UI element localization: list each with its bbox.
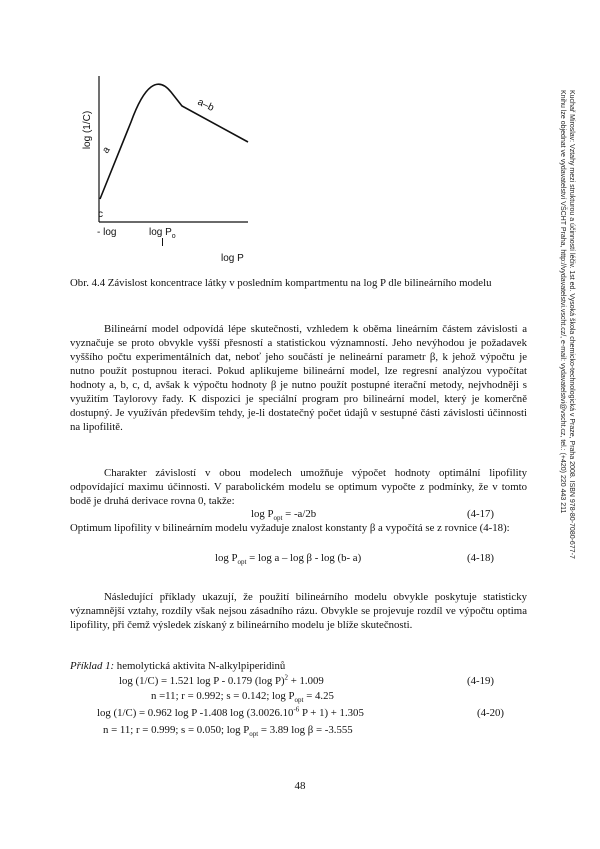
paragraph-4	[70, 590, 527, 632]
curve-label-a-b: a–b	[195, 96, 216, 114]
equation-4-17	[251, 507, 316, 521]
equation-number-4-20: (4-20)	[477, 707, 504, 719]
side-note-line-1: Kuchař Miroslav: Vztahy mezi strukturou a účinností léčiv. 1st ed. Vysoká škola chemicko-technologická v Praze, Praha 2008. ISBN 978-80-7080-677-7	[568, 90, 575, 559]
x-axis-label: log P	[221, 253, 244, 264]
stats-4-20	[103, 723, 353, 737]
eq19-b: + 1.009	[288, 675, 324, 687]
paragraph-2-text: Charakter závislostí v obou modelech umožňuje výpočet hodnoty optimální lipofility odpovídající maximu účinnosti. V parabolickém modelu se optimum vypočte z podmínky, že v tomto bodě je druhá derivace rovna 0, takže:	[70, 467, 527, 507]
eq20-b: P + 1) + 1.305	[299, 707, 364, 719]
paragraph-1	[70, 322, 527, 434]
example-title-label: Příklad 1:	[70, 660, 115, 672]
eq18-left: log P	[215, 552, 238, 564]
equation-4-18	[215, 551, 361, 565]
stats20-sub: opt	[249, 730, 259, 739]
eq17-right: = -a/2b	[282, 508, 317, 520]
eq20-sup: -6	[293, 705, 300, 714]
equation-4-19	[119, 674, 324, 688]
side-note-rotated	[558, 90, 576, 610]
eq18-sub: opt	[237, 558, 247, 567]
equation-4-20	[97, 706, 364, 720]
stats19-a: n =11; r = 0.992; s = 0.142; log P	[151, 690, 295, 702]
equation-number-4-19: (4-19)	[467, 675, 494, 687]
eq19-a: log (1/C) = 1.521 log P - 0.179 (log P)	[119, 675, 285, 687]
tick-minus-log: - log	[97, 227, 117, 238]
paragraph-2	[70, 466, 527, 508]
page-number: 48	[294, 780, 306, 792]
eq17-sub: opt	[273, 514, 283, 523]
equation-number-4-18: (4-18)	[467, 552, 494, 564]
equation-number-4-17: (4-17)	[467, 508, 494, 520]
tick-log-p0	[149, 227, 176, 238]
paragraph-3-text: Optimum lipofility v bilineárním modelu vyžaduje znalost konstanty β a vypočítá se z rovnice (4-18):	[70, 522, 510, 534]
paragraph-4-text: Následující příklady ukazují, že použití bilineárního modelu obvykle poskytuje statisticky významnější vztahy, rozdíly však nejsou zásadního rázu. Obvykle se projevuje rozdíl ve výpočtu optima lipofility, při čemž výsledek získaný z bilineárního modelu je blíže skutečnosti.	[70, 591, 527, 631]
example-title-text: hemolytická aktivita N-alkylpiperidinů	[114, 660, 286, 672]
stats19-sub: opt	[294, 696, 304, 705]
side-note-line-2: Knihu lze objednat ve vydavatelství VŠCHT Praha, http://vydavatelstvi.vscht.cz/, e-mail: vydavatelstvi@vscht.cz, tel.: (+420) 220 443 211	[559, 90, 566, 514]
tick-log-p0-main: log P	[149, 227, 172, 238]
stats20-a: n = 11; r = 0.999; s = 0.050; log P	[103, 724, 250, 736]
stats-4-19	[151, 689, 334, 703]
tick-log-p0-sub: o	[171, 233, 176, 240]
example-title	[70, 659, 285, 673]
stats20-b: = 3.89 log β = -3.555	[258, 724, 353, 736]
bilinear-model-figure	[76, 72, 256, 267]
paragraph-3	[70, 521, 527, 535]
label-c: c	[98, 209, 103, 220]
curve-label-a: a	[100, 144, 113, 156]
paragraph-1-text: Bilineární model odpovídá lépe skutečnosti, vzhledem k oběma lineárním částem závislosti a vyznačuje se proto obvykle vyšší přesností a statistickou významností. Jeho nevýhodou je požadavek vyššího počtu experimentálních dat, neboť jeho součástí je nelineární parametr β, k jehož výpočtu je nutno použít postupnou iteraci. Pokud aplikujeme bilineární model, lze regresní analýzou vypočítat hodnoty a, b, c, d, avšak k výpočtu hodnoty β je nutno použít postupné iterační metody, nejvhodněji s využitím Taylorovy řady. K dispozici je speciální program pro bilineární model, který je komerčně dostupný. Je využíván především tehdy, je-li dostatečný počet údajů v sestupné části závislosti účinnosti na lipofilitě.	[70, 323, 527, 433]
tick-p0-mark	[162, 238, 163, 246]
side-publication-note	[556, 90, 576, 610]
eq20-a: log (1/C) = 0.962 log P -1.408 log (3.0026.10	[97, 707, 294, 719]
eq17-left: log P	[251, 508, 274, 520]
bilinear-curve	[100, 84, 248, 199]
stats19-b: = 4.25	[303, 690, 334, 702]
eq19-sup: 2	[284, 673, 289, 682]
y-axis-label: log (1/C)	[82, 110, 93, 150]
eq18-right: = log a – log β - log (b- a)	[246, 552, 362, 564]
figure-caption: Obr. 4.4 Závislost koncentrace látky v posledním kompartmentu na log P dle bilineárního modelu	[70, 277, 492, 289]
